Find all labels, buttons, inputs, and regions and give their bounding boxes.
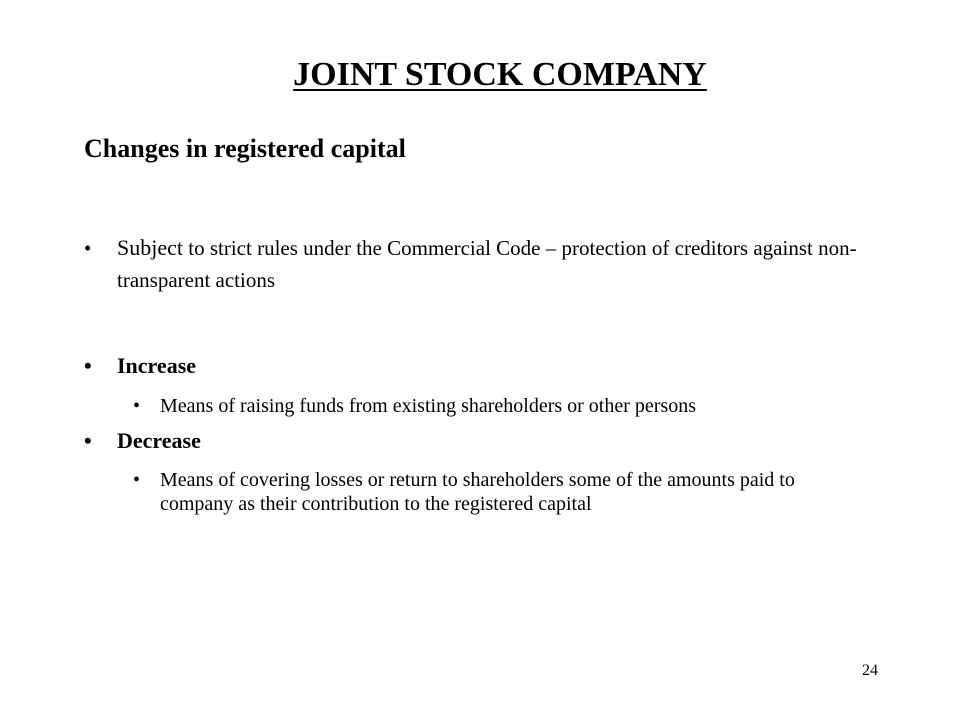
- bullet-dot-icon: •: [84, 236, 92, 260]
- sub-bullet-dot-icon: •: [133, 395, 141, 417]
- decrease-heading: Decrease: [117, 428, 201, 453]
- slide-title: JOINT STOCK COMPANY: [293, 56, 707, 93]
- bullet-increase: [84, 350, 197, 382]
- decrease-detail: Means of covering losses or return to shareholders some of the amounts paid to company as their contribution to the registered capital: [160, 469, 795, 515]
- increase-detail: Means of raising funds from existing shareholders or other persons: [160, 395, 696, 417]
- sub-bullet-decrease: [133, 468, 860, 516]
- intro-body-text: to strict rules under the Commercial Code – protection of creditors against non-transparent actions: [117, 236, 857, 292]
- bullet-dot-icon: •: [84, 428, 92, 453]
- page-number: 24: [862, 662, 878, 679]
- bullet-dot-icon: •: [84, 353, 92, 378]
- intro-lead-text: Subject: [117, 235, 183, 260]
- slide-subtitle: Changes in registered capital: [84, 134, 406, 163]
- increase-heading: Increase: [117, 353, 197, 378]
- sub-bullet-dot-icon: •: [133, 469, 141, 491]
- bullet-intro: [84, 232, 857, 296]
- sub-bullet-increase: [133, 394, 696, 418]
- bullet-decrease: [84, 425, 201, 457]
